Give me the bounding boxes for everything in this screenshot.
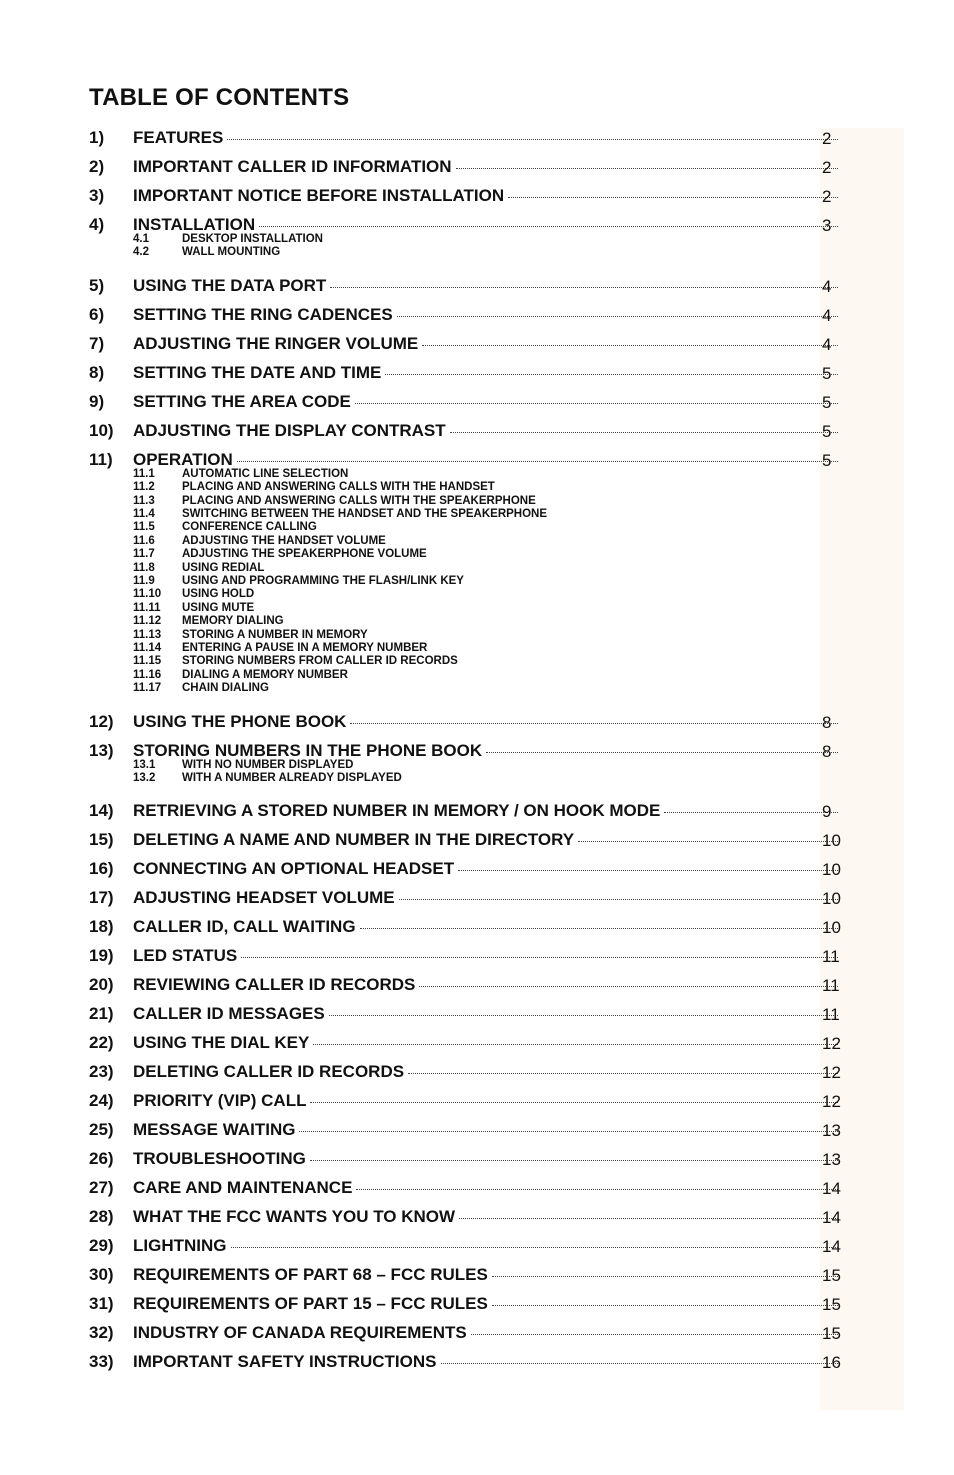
toc-entry-number: 2) [89,157,105,176]
toc-entry[interactable] [89,973,842,997]
toc-entry-title: CONNECTING AN OPTIONAL HEADSET [133,859,455,879]
toc-entry-title: WHAT THE FCC WANTS YOU TO KNOW [133,1207,456,1227]
toc-entry-title: SETTING THE DATE AND TIME [133,362,382,382]
toc-entry-page: 9 [822,802,832,822]
toc-subentry-title: USING AND PROGRAMMING THE FLASH/LINK KEY [182,575,464,587]
toc-subentry-number: 11.10 [133,588,162,601]
toc-entry-title: REQUIREMENTS OF PART 15 – FCC RULES [133,1294,488,1314]
toc-entry-title: REVIEWING CALLER ID RECORDS [133,975,416,995]
toc-entry-page: 12 [822,1063,841,1083]
toc-subentry-title: USING HOLD [182,588,255,601]
toc-entry-title: DELETING A NAME AND NUMBER IN THE DIRECTORY [133,830,575,850]
toc-entry-page: 12 [822,1092,841,1112]
toc-entry[interactable] [89,1292,842,1316]
toc-entry[interactable] [89,1118,842,1142]
toc-leader-dots [259,225,838,227]
toc-entry-title: STORING NUMBERS IN THE PHONE BOOK [133,740,483,760]
toc-subentry-number: 11.5 [133,521,155,534]
toc-entry-title: OPERATION [133,449,233,469]
toc-leader-dots [241,956,838,958]
toc-leader-dots [664,811,838,813]
toc-entry-page: 14 [822,1208,841,1228]
toc-entry-page: 15 [822,1295,841,1315]
toc-entry-number: 6) [89,304,105,324]
toc-entry-page: 10 [822,831,841,851]
toc-entry-title: SETTING THE AREA CODE [133,391,351,411]
toc-subentry[interactable] [133,468,348,481]
toc-entry[interactable] [89,1321,842,1345]
toc-subentry[interactable] [133,508,547,521]
toc-entry-page: 3 [822,216,832,235]
page-title: TABLE OF CONTENTS [89,84,350,111]
toc-subentry[interactable] [133,588,254,601]
toc-entry[interactable] [89,828,842,852]
toc-entry-number: 24) [89,1091,114,1111]
toc-entry-title: LIGHTNING [133,1236,227,1256]
toc-entry-page: 2 [822,129,832,148]
toc-subentry[interactable] [133,602,254,615]
toc-entry[interactable] [89,303,842,327]
toc-entry-page: 13 [822,1150,841,1170]
toc-entry-number: 11) [89,449,113,469]
toc-entry-number: 18) [89,917,114,937]
toc-leader-dots [422,344,838,346]
toc-subentry-title: ADJUSTING THE SPEAKERPHONE VOLUME [182,548,427,561]
toc-entry[interactable] [89,1350,842,1374]
toc-entry-number: 16) [89,859,114,879]
toc-leader-dots [419,985,838,987]
toc-entry-title: FEATURES [133,128,224,147]
toc-entry-number: 28) [89,1207,114,1227]
toc-entry[interactable] [89,390,842,414]
toc-entry-number: 1) [89,128,105,147]
toc-subentry-number: 11.14 [133,642,162,654]
toc-entry-title: MESSAGE WAITING [133,1120,296,1140]
toc-entry-number: 7) [89,333,105,353]
toc-leader-dots [330,286,838,288]
toc-entry-title: PRIORITY (VIP) CALL [133,1091,307,1111]
toc-leader-dots [441,1362,839,1364]
toc-leader-dots [492,1304,838,1306]
toc-entry[interactable] [89,944,842,968]
toc-leader-dots [508,196,838,198]
toc-subentry[interactable] [133,669,348,682]
toc-subentry-number: 11.16 [133,668,162,681]
toc-leader-dots [459,1217,838,1219]
toc-subentry-number: 11.9 [133,575,155,587]
toc-entry-number: 22) [89,1033,114,1053]
toc-entry-page: 11 [822,947,840,967]
toc-subentry-title: STORING NUMBERS FROM CALLER ID RECORDS [182,655,458,668]
toc-subentry-number: 13.1 [133,758,156,771]
toc-entry[interactable] [89,1234,842,1258]
toc-entry-page: 16 [822,1353,841,1373]
toc-subentry[interactable] [133,772,402,785]
toc-entry[interactable] [89,332,842,356]
toc-entry-page: 8 [822,741,832,761]
toc-entry-page: 4 [822,334,832,354]
toc-entry-number: 17) [89,888,114,908]
toc-entry-number: 21) [89,1004,114,1024]
toc-leader-dots [329,1014,838,1016]
toc-entry-page: 14 [822,1179,841,1199]
toc-leader-dots [486,751,838,753]
toc-leader-dots [355,402,838,404]
toc-leader-dots [299,1130,838,1132]
toc-entry[interactable] [89,1263,842,1287]
toc-entry-title: DELETING CALLER ID RECORDS [133,1062,405,1082]
toc-entry-page: 5 [822,421,832,441]
toc-subentry-number: 11.2 [133,481,155,494]
toc-subentry[interactable] [133,481,495,494]
toc-leader-dots [231,1246,839,1248]
toc-subentry-title: SWITCHING BETWEEN THE HANDSET AND THE SPEAKERPHONE [182,508,548,520]
toc-entry[interactable] [89,184,842,208]
toc-subentry[interactable] [133,682,269,695]
toc-entry[interactable] [89,274,842,298]
toc-entry-title: IMPORTANT CALLER ID INFORMATION [133,157,452,176]
toc-entry-title: CALLER ID, CALL WAITING [133,917,356,937]
toc-subentry-title: USING MUTE [182,601,255,614]
toc-leader-dots [397,315,838,317]
toc-entry-number: 19) [89,946,114,966]
toc-subentry-number: 13.2 [133,772,156,784]
toc-entry-title: IMPORTANT NOTICE BEFORE INSTALLATION [133,186,505,205]
toc-leader-dots [360,927,838,929]
toc-subentry[interactable] [133,655,458,668]
toc-subentry-number: 11.6 [133,534,155,547]
toc-entry-number: 5) [89,275,105,295]
toc-leader-dots [458,869,838,871]
toc-leader-dots [313,1043,838,1045]
toc-entry-page: 15 [822,1324,841,1344]
toc-entry-page: 5 [822,450,832,470]
toc-leader-dots [350,722,838,724]
toc-subentry[interactable] [133,615,284,628]
toc-entry-title: USING THE DATA PORT [133,275,327,295]
toc-entry-number: 15) [89,830,114,850]
toc-entry-number: 14) [89,801,114,821]
toc-entry-number: 4) [89,215,105,234]
toc-subentry-title: CHAIN DIALING [182,682,269,695]
toc-leader-dots [578,840,838,842]
toc-subentry-title: PLACING AND ANSWERING CALLS WITH THE SPEAKERPHONE [182,494,536,507]
toc-subentry-title: WITH A NUMBER ALREADY DISPLAYED [182,772,402,784]
toc-entry-page: 10 [822,889,841,909]
toc-entry-title: CALLER ID MESSAGES [133,1004,325,1024]
toc-subentry[interactable] [133,535,386,548]
toc-entry-page: 5 [822,392,832,412]
toc-subentry[interactable] [133,233,323,246]
toc-subentry[interactable] [133,642,427,655]
toc-entry-title: LED STATUS [133,946,238,966]
toc-subentry-title: WITH NO NUMBER DISPLAYED [182,758,354,771]
toc-entry-title: TROUBLESHOOTING [133,1149,306,1169]
toc-subentry[interactable] [133,521,317,534]
toc-leader-dots [385,373,838,375]
toc-entry-title: ADJUSTING THE DISPLAY CONTRAST [133,420,446,440]
toc-leader-dots [471,1333,838,1335]
toc-entry[interactable] [89,1060,842,1084]
toc-entry-title: SETTING THE RING CADENCES [133,304,393,324]
toc-entry-title: CARE AND MAINTENANCE [133,1178,353,1198]
toc-entry[interactable] [89,1002,842,1026]
toc-entry-page: 12 [822,1034,841,1054]
toc-entry-page: 2 [822,187,832,206]
toc-entry-number: 20) [89,975,114,995]
toc-entry-number: 29) [89,1236,114,1256]
toc-entry[interactable] [89,710,842,734]
toc-entry-page: 10 [822,918,841,938]
toc-subentry-number: 4.2 [133,246,149,259]
toc-subentry-number: 11.11 [133,601,161,614]
toc-entry[interactable] [89,361,842,385]
toc-entry-title: INSTALLATION [133,215,256,234]
toc-entry-number: 12) [89,711,114,731]
toc-subentry-title: STORING A NUMBER IN MEMORY [182,628,368,641]
toc-subentry-number: 11.12 [133,615,162,628]
toc-entry-number: 3) [89,186,105,205]
toc-entry-number: 23) [89,1062,114,1082]
toc-entry-page: 10 [822,860,841,880]
toc-subentry-number: 11.8 [133,561,155,574]
toc-entry-title: ADJUSTING THE RINGER VOLUME [133,333,419,353]
toc-subentry-title: WALL MOUNTING [182,246,281,259]
toc-entry[interactable] [89,1205,842,1229]
toc-entry[interactable] [89,886,842,910]
toc-entry-page: 13 [822,1121,841,1141]
toc-entry[interactable] [89,799,842,823]
toc-subentry-title: PLACING AND ANSWERING CALLS WITH THE HANDSET [182,481,495,494]
toc-entry-page: 14 [822,1237,841,1257]
toc-entry-number: 33) [89,1352,114,1372]
toc-entry-title: USING THE PHONE BOOK [133,711,347,731]
toc-subentry-title: MEMORY DIALING [182,615,284,628]
toc-entry-page: 11 [822,1005,840,1025]
toc-subentry-number: 11.3 [133,494,155,507]
toc-leader-dots [456,167,838,169]
toc-leader-dots [450,431,838,433]
toc-entry[interactable] [89,1147,842,1171]
toc-subentry-number: 11.7 [133,548,155,561]
toc-subentry-title: ENTERING A PAUSE IN A MEMORY NUMBER [182,642,428,654]
toc-entry-number: 32) [89,1323,114,1343]
toc-leader-dots [227,138,838,140]
toc-leader-dots [492,1275,838,1277]
toc-entry-page: 8 [822,712,832,732]
toc-subentry[interactable] [133,575,464,588]
toc-entry[interactable] [89,915,842,939]
toc-entry-title: ADJUSTING HEADSET VOLUME [133,888,395,908]
toc-entry-page: 4 [822,305,832,325]
toc-entry[interactable] [89,857,842,881]
toc-entry[interactable] [89,1089,842,1113]
toc-entry-title: INDUSTRY OF CANADA REQUIREMENTS [133,1323,467,1343]
toc-entry-number: 27) [89,1178,114,1198]
toc-entry-number: 13) [89,740,114,760]
toc-leader-dots [310,1101,838,1103]
toc-entry-number: 30) [89,1265,114,1285]
toc-subentry-number: 11.17 [133,682,162,695]
toc-subentry[interactable] [133,495,536,508]
toc-entry[interactable] [89,1031,842,1055]
toc-leader-dots [356,1188,838,1190]
toc-entry[interactable] [89,419,842,443]
toc-entry[interactable] [89,155,842,179]
toc-leader-dots [237,460,838,462]
toc-subentry[interactable] [133,562,264,575]
toc-subentry[interactable] [133,759,353,772]
toc-entry-page: 15 [822,1266,841,1286]
toc-entry-number: 25) [89,1120,114,1140]
toc-subentry-number: 11.13 [133,628,162,641]
toc-entry-number: 26) [89,1149,114,1169]
toc-leader-dots [408,1072,838,1074]
toc-leader-dots [310,1159,838,1161]
toc-entry-title: RETRIEVING A STORED NUMBER IN MEMORY / ON HOOK MODE [133,801,661,821]
toc-subentry-title: CONFERENCE CALLING [182,521,317,534]
toc-entry-title: USING THE DIAL KEY [133,1033,310,1053]
toc-entry-page: 5 [822,363,832,383]
toc-entry-number: 31) [89,1294,114,1314]
toc-subentry-title: DESKTOP INSTALLATION [182,233,323,245]
toc-entry-page: 2 [822,158,832,177]
toc-entry-number: 10) [89,420,114,440]
toc-subentry-title: DIALING A MEMORY NUMBER [182,668,348,681]
toc-entry[interactable] [89,126,842,150]
toc-entry-title: REQUIREMENTS OF PART 68 – FCC RULES [133,1265,488,1285]
toc-subentry-number: 11.15 [133,655,162,668]
toc-subentry-title: USING REDIAL [182,561,265,574]
toc-subentry-title: ADJUSTING THE HANDSET VOLUME [182,534,386,547]
toc-entry-page: 11 [822,976,840,996]
toc-entry-page: 4 [822,276,832,296]
toc-entry-number: 9) [89,391,105,411]
toc-leader-dots [399,898,838,900]
toc-subentry-number: 11.1 [133,467,155,480]
toc-entry[interactable] [89,1176,842,1200]
toc-entry-number: 8) [89,362,105,382]
toc-subentry[interactable] [133,629,368,642]
toc-subentry-title: AUTOMATIC LINE SELECTION [182,467,349,480]
toc-entry-title: IMPORTANT SAFETY INSTRUCTIONS [133,1352,437,1372]
toc-subentry-number: 4.1 [133,233,149,245]
toc-subentry[interactable] [133,548,427,561]
toc-subentry-number: 11.4 [133,508,155,520]
toc-subentry[interactable] [133,246,280,259]
